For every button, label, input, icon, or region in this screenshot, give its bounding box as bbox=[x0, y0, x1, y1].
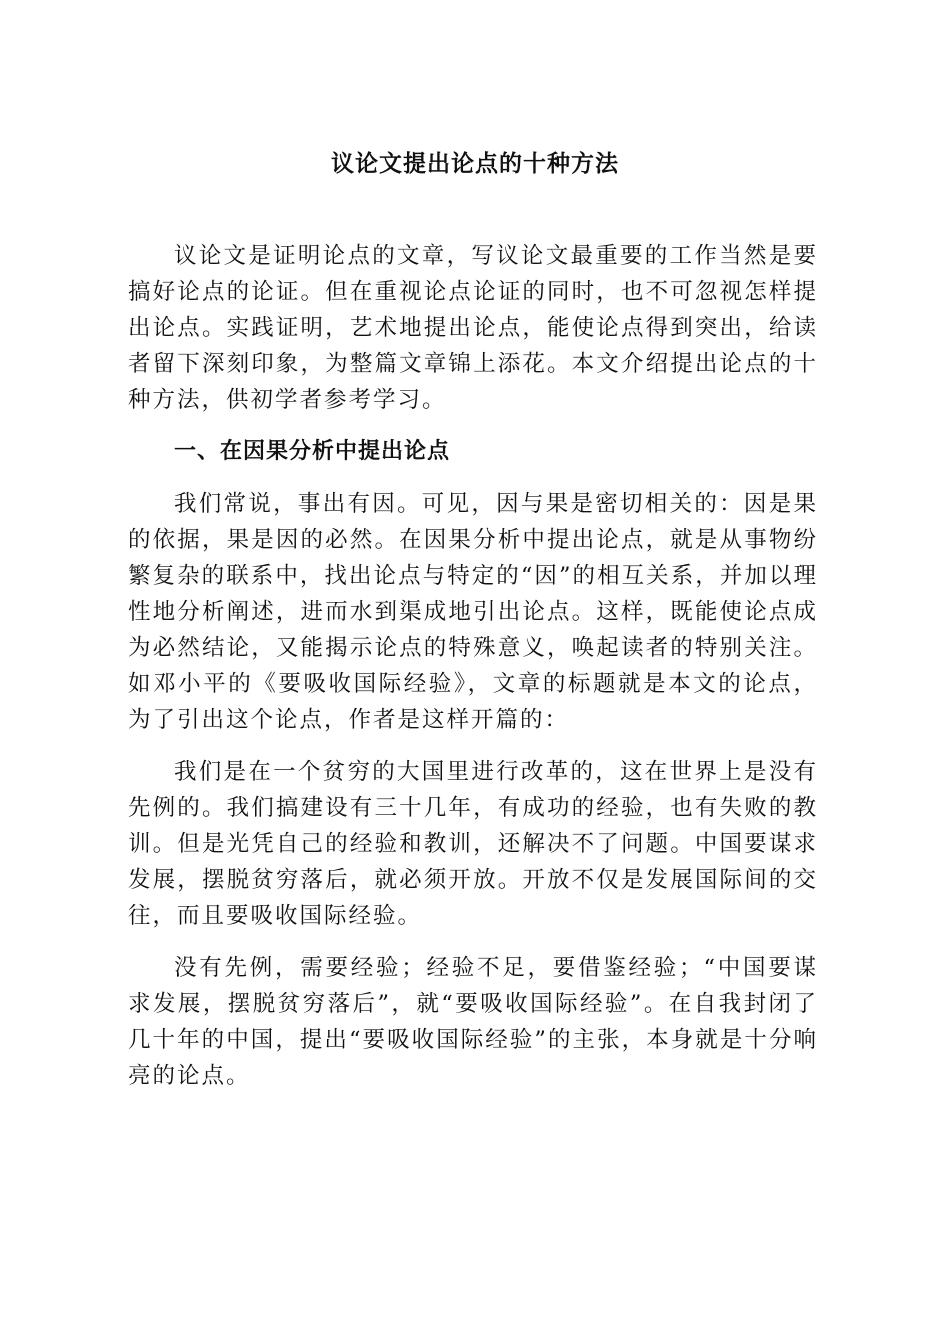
body-paragraph: 我们常说，事出有因。可见，因与果是密切相关的：因是果的依据，果是因的必然。在因果分析中提出论点，就是从事物纷繁复杂的联系中，找出论点与特定的“因”的相互关系，并加以理性地分析阐述，进而水到渠成地引出论点。这样，既能使论点成为必然结论，又能揭示论点的特殊意义，唤起读者的特别关注。如邓小平的《要吸收国际经验》，文章的标题就是本文的论点，为了引出这个论点，作者是这样开篇的： bbox=[128, 491, 818, 733]
document-body bbox=[128, 238, 818, 1094]
quote-paragraph: 我们是在一个贫穷的大国里进行改革的，这在世界上是没有先例的。我们搞建设有三十几年，有成功的经验，也有失败的教训。但是光凭自己的经验和教训，还解决不了问题。中国要谋求发展，摆脱贫穷落后，就必须开放。开放不仅是发展国际间的交往，而且要吸收国际经验。 bbox=[128, 759, 818, 929]
section-heading: 一、在因果分析中提出论点 bbox=[174, 439, 451, 464]
document-title: 议论文提出论点的十种方法 bbox=[331, 150, 619, 177]
analysis-paragraph: 没有先例，需要经验；经验不足，要借鉴经验；“中国要谋求发展，摆脱贫穷落后”，就“要吸收国际经验”。在自我封闭了几十年的中国，提出“要吸收国际经验”的主张，本身就是十分响亮的论点。 bbox=[128, 955, 818, 1089]
intro-paragraph: 议论文是证明论点的文章，写议论文最重要的工作当然是要搞好论点的论证。但在重视论点论证的同时，也不可忽视怎样提出论点。实践证明，艺术地提出论点，能使论点得到突出，给读者留下深刻印象，为整篇文章锦上添花。本文介绍提出论点的十种方法，供初学者参考学习。 bbox=[128, 243, 818, 413]
